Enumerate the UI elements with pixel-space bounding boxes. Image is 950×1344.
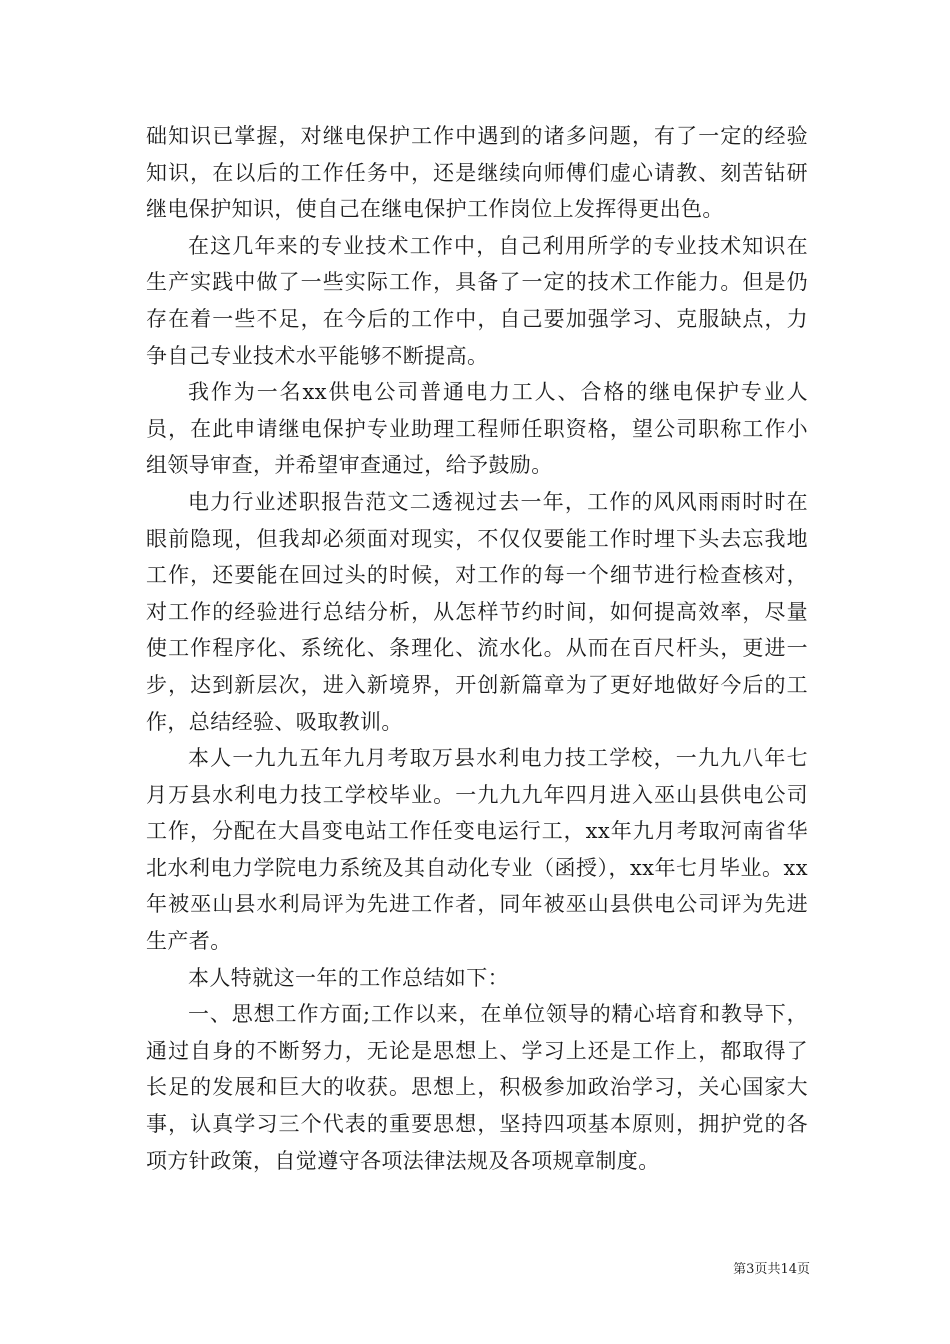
paragraph-2: 在这几年来的专业技术工作中，自己利用所学的专业技术知识在生产实践中做了一些实际工作，具备了一定的技术工作能力。但是仍存在着一些不足，在今后的工作中，自己要加强学习、克服缺点，力争自己专业技术水平能够不断提高。 xyxy=(146,233,808,368)
paragraph-6: 本人特就这一年的工作总结如下： xyxy=(188,965,509,990)
document-body xyxy=(146,118,808,1179)
paragraph-7: 一、思想工作方面;工作以来，在单位领导的精心培育和教导下，通过自身的不断努力，无论是思想上、学习上还是工作上，都取得了长足的发展和巨大的收获。思想上，积极参加政治学习，关心国家大事，认真学习三个代表的重要思想，坚持四项基本原则，拥护党的各项方针政策，自觉遵守各项法律法规及各项规章制度。 xyxy=(146,1002,808,1173)
paragraph-1: 础知识已掌握，对继电保护工作中遇到的诸多问题，有了一定的经验知识，在以后的工作任务中，还是继续向师傅们虚心请教、刻苦钻研继电保护知识，使自己在继电保护工作岗位上发挥得更出色。 xyxy=(146,124,808,222)
paragraph-3: 我作为一名xx供电公司普通电力工人、合格的继电保护专业人员，在此申请继电保护专业助理工程师任职资格，望公司职称工作小组领导审查，并希望审查通过，给予鼓励。 xyxy=(146,380,808,478)
paragraph-4: 电力行业述职报告范文二透视过去一年，工作的风风雨雨时时在眼前隐现，但我却必须面对现实，不仅仅要能工作时埋下头去忘我地工作，还要能在回过头的时候，对工作的每一个细节进行检查核对，对工作的经验进行总结分析，从怎样节约时间，如何提高效率，尽量使工作程序化、系统化、条理化、流水化。从而在百尺杆头，更进一步，达到新层次，进入新境界，开创新篇章为了更好地做好今后的工作，总结经验、吸取教训。 xyxy=(146,489,808,734)
paragraph-5: 本人一九九五年九月考取万县水利电力技工学校，一九九八年七月万县水利电力技工学校毕业。一九九九年四月进入巫山县供电公司工作，分配在大昌变电站工作任变电运行工，xx年九月考取河南省华北水利电力学院电力系统及其自动化专业（函授），xx年七月毕业。xx年被巫山县水利局评为先进工作者，同年被巫山县供电公司评为先进生产者。 xyxy=(146,746,808,954)
page-number: 第3页共14页 xyxy=(733,1262,810,1277)
